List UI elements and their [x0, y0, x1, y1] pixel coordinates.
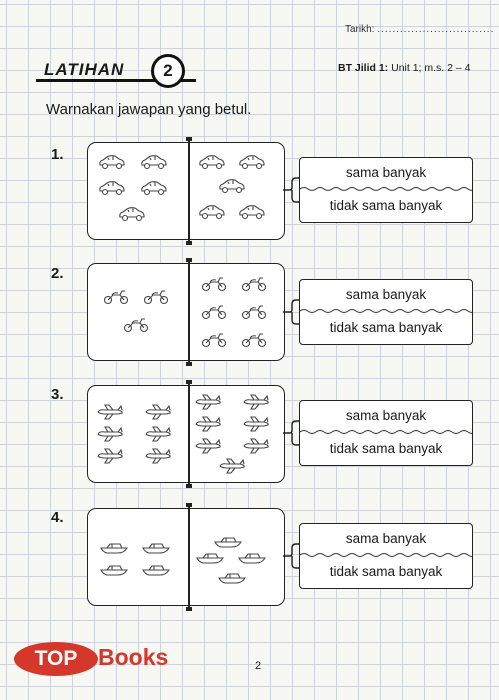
- group-divider: [188, 258, 190, 366]
- exercise-label: LATIHAN: [44, 60, 125, 79]
- exercise-number: 2: [151, 54, 185, 88]
- instruction-text: Warnakan jawapan yang betul.: [46, 101, 252, 118]
- page-number: 2: [255, 660, 262, 672]
- logo-top-text: TOP: [14, 642, 98, 676]
- question-4-picture: [87, 508, 285, 606]
- option-sama-banyak[interactable]: sama banyak: [345, 287, 427, 302]
- motorcycle-icon: [240, 332, 268, 348]
- airplane-icon: [194, 394, 222, 410]
- ref-unit: Unit 1; m.s. 2 – 4: [391, 62, 471, 74]
- motorcycle-icon: [240, 276, 268, 292]
- option-divider: [300, 186, 472, 192]
- logo-books-text: Books: [98, 644, 169, 670]
- ref-book: BT Jilid 1:: [338, 62, 389, 74]
- motorcycle-icon: [122, 317, 150, 333]
- question-number: 1.: [51, 146, 64, 163]
- boat-icon: [196, 549, 224, 565]
- motorcycle-icon: [142, 289, 170, 305]
- question-number: 4.: [51, 509, 64, 526]
- date-field[interactable]: [345, 24, 494, 35]
- option-tidak-sama-banyak[interactable]: tidak sama banyak: [329, 564, 443, 579]
- option-divider: [300, 308, 472, 314]
- motorcycle-icon: [200, 304, 228, 320]
- date-label: Tarikh:: [345, 24, 375, 35]
- option-divider: [300, 552, 472, 558]
- car-icon: [98, 180, 126, 196]
- car-icon: [118, 206, 146, 222]
- car-icon: [198, 204, 226, 220]
- airplane-icon: [96, 426, 124, 442]
- boat-icon: [142, 561, 170, 577]
- answer-box: [299, 523, 473, 589]
- boat-icon: [214, 533, 242, 549]
- boat-icon: [142, 539, 170, 555]
- date-dots: ...............................: [377, 24, 495, 35]
- topbooks-logo: [14, 642, 202, 680]
- motorcycle-icon: [200, 276, 228, 292]
- boat-icon: [238, 549, 266, 565]
- car-icon: [238, 154, 266, 170]
- car-icon: [198, 154, 226, 170]
- airplane-icon: [194, 438, 222, 454]
- option-tidak-sama-banyak[interactable]: tidak sama banyak: [329, 320, 443, 335]
- question-1-picture: [87, 142, 285, 240]
- airplane-icon: [194, 416, 222, 432]
- option-divider: [300, 429, 472, 435]
- airplane-icon: [242, 416, 270, 432]
- option-sama-banyak[interactable]: sama banyak: [345, 165, 427, 180]
- question-2-picture: [87, 263, 285, 361]
- boat-icon: [218, 569, 246, 585]
- airplane-icon: [242, 438, 270, 454]
- airplane-icon: [96, 404, 124, 420]
- question-3-picture: [87, 385, 285, 483]
- airplane-icon: [96, 448, 124, 464]
- answer-box: [299, 157, 473, 223]
- question-number: 2.: [51, 265, 64, 282]
- option-sama-banyak[interactable]: sama banyak: [345, 408, 427, 423]
- group-divider: [188, 503, 190, 611]
- car-icon: [238, 204, 266, 220]
- option-sama-banyak[interactable]: sama banyak: [345, 531, 427, 546]
- airplane-icon: [242, 394, 270, 410]
- boat-icon: [100, 539, 128, 555]
- group-divider: [188, 380, 190, 488]
- airplane-icon: [144, 448, 172, 464]
- airplane-icon: [144, 404, 172, 420]
- group-divider: [188, 137, 190, 245]
- exercise-title: [26, 52, 171, 86]
- option-tidak-sama-banyak[interactable]: tidak sama banyak: [329, 441, 443, 456]
- question-number: 3.: [51, 386, 64, 403]
- answer-box: [299, 400, 473, 466]
- airplane-icon: [218, 458, 246, 474]
- car-icon: [140, 154, 168, 170]
- option-tidak-sama-banyak[interactable]: tidak sama banyak: [329, 198, 443, 213]
- car-icon: [218, 178, 246, 194]
- motorcycle-icon: [200, 332, 228, 348]
- book-reference: [338, 62, 470, 74]
- motorcycle-icon: [240, 304, 268, 320]
- car-icon: [140, 180, 168, 196]
- airplane-icon: [144, 426, 172, 442]
- boat-icon: [100, 561, 128, 577]
- motorcycle-icon: [102, 289, 130, 305]
- answer-box: [299, 279, 473, 345]
- car-icon: [98, 154, 126, 170]
